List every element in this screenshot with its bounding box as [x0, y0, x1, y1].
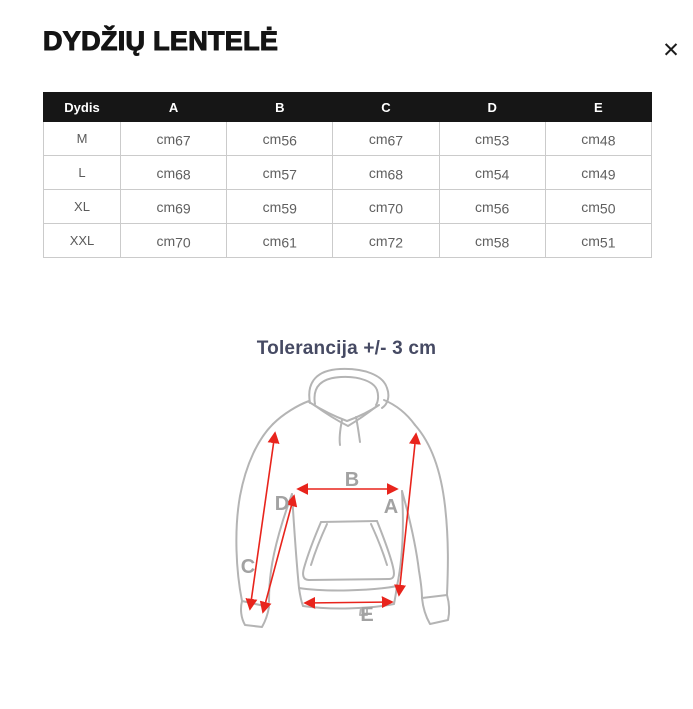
measure-label-c: C: [240, 556, 256, 578]
column-header: B: [227, 93, 333, 122]
size-table: [43, 92, 652, 258]
size-cell: M: [44, 122, 121, 156]
column-header: D: [439, 93, 545, 122]
column-header: C: [333, 93, 439, 122]
measurement-cell: cm69: [121, 190, 227, 224]
column-header: A: [121, 93, 227, 122]
measurement-cell: cm67: [333, 122, 439, 156]
size-chart-modal: [0, 26, 693, 709]
measure-label-e: E: [360, 604, 374, 626]
measurement-cell: cm57: [227, 156, 333, 190]
drawstring-left: [340, 420, 342, 445]
table-row: [44, 190, 652, 224]
measure-label-d: D: [274, 493, 290, 515]
hood-neck-v-inner-path: [314, 405, 377, 426]
sleeve-right-outer-path: [415, 425, 448, 595]
hoodie-outline: [236, 369, 449, 627]
body-left-path: [292, 494, 299, 588]
measurement-cell: cm70: [333, 190, 439, 224]
measurement-cell: cm68: [121, 156, 227, 190]
table-row: [44, 156, 652, 190]
measurement-cell: cm54: [439, 156, 545, 190]
pocket-bottom-path: [309, 579, 389, 580]
measurement-cell: cm67: [121, 122, 227, 156]
size-cell: XXL: [44, 224, 121, 258]
pocket-top-path: [321, 521, 377, 522]
measure-label-b: B: [344, 469, 360, 491]
size-cell: L: [44, 156, 121, 190]
measurement-cell: cm72: [333, 224, 439, 258]
pocket-left-opening-path: [311, 524, 327, 565]
page-title: DYDŽIŲ LENTELĖ: [43, 26, 279, 56]
column-header: Dydis: [44, 93, 121, 122]
measurement-cell: cm50: [545, 190, 651, 224]
measurement-cell: cm58: [439, 224, 545, 258]
hoodie-measurement-diagram: [0, 360, 693, 652]
measurement-arrow-e: [305, 602, 392, 603]
measurement-cell: cm59: [227, 190, 333, 224]
measurement-cell: cm70: [121, 224, 227, 258]
size-cell: XL: [44, 190, 121, 224]
pocket-right-opening-path: [371, 524, 387, 565]
cuff-right-path: [422, 595, 449, 624]
table-row: [44, 122, 652, 156]
shoulder-left-path: [273, 401, 309, 424]
measurement-cell: cm56: [227, 122, 333, 156]
hem-band-path: [299, 586, 397, 608]
measurement-cell: cm68: [333, 156, 439, 190]
measurement-cell: cm61: [227, 224, 333, 258]
measurement-cell: cm53: [439, 122, 545, 156]
measurement-cell: cm48: [545, 122, 651, 156]
pocket-right-path: [377, 521, 394, 579]
tolerance-note: Tolerancija +/- 3 cm: [256, 338, 437, 359]
pocket-left-path: [303, 522, 321, 580]
measurement-cell: cm49: [545, 156, 651, 190]
shoulder-right-path: [384, 400, 415, 425]
close-icon[interactable]: ✕: [657, 36, 685, 64]
column-header: E: [545, 93, 651, 122]
table-header-row: [44, 93, 652, 122]
table-row: [44, 224, 652, 258]
hood-inner-path: [314, 377, 378, 405]
measurement-arrow-a: [399, 434, 416, 595]
measurement-cell: cm56: [439, 190, 545, 224]
measurement-cell: cm51: [545, 224, 651, 258]
measure-label-a: A: [383, 496, 399, 518]
